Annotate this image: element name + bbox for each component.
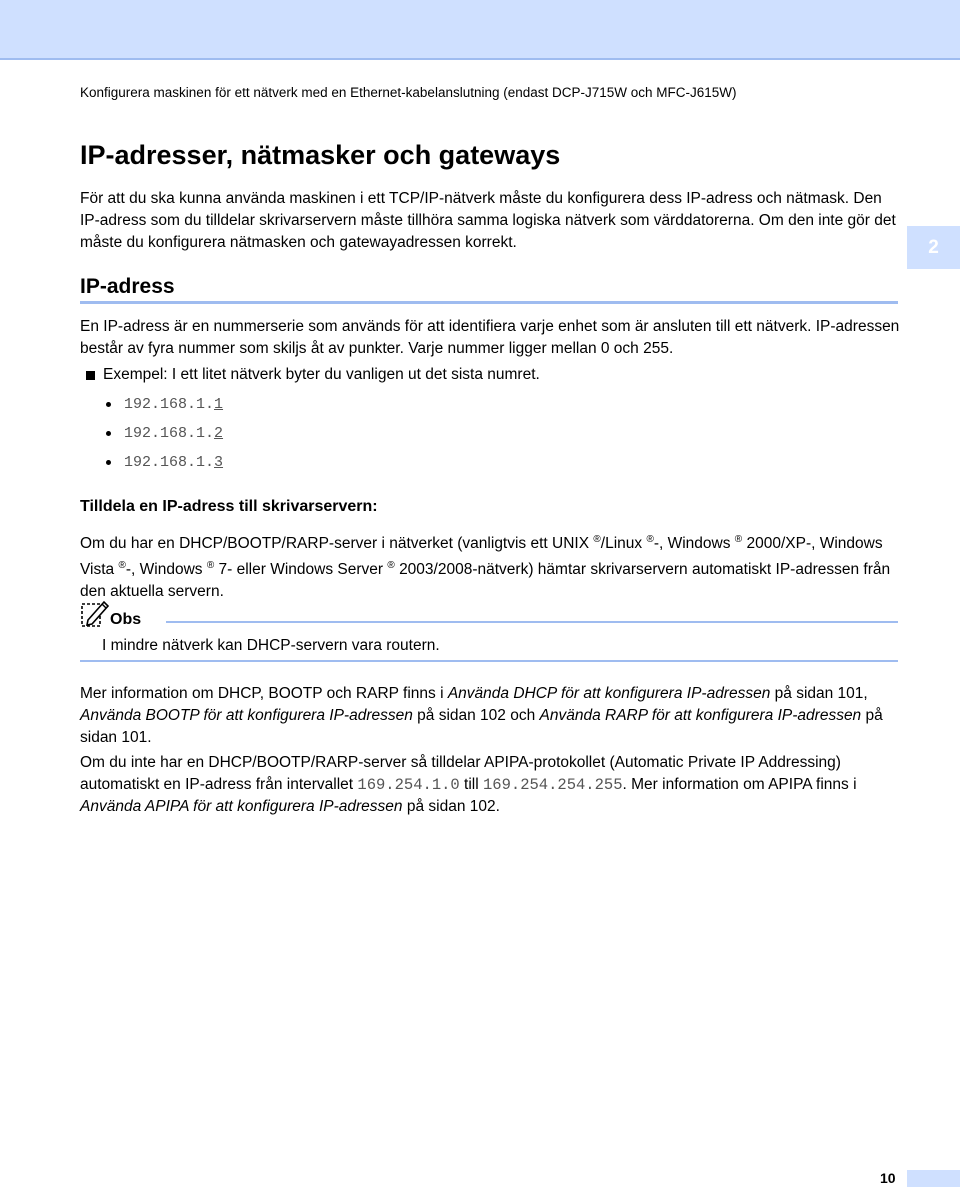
cross-reference: Använda BOOTP för att konfigurera IP-adressen — [80, 707, 413, 724]
ip-last-octet: 1 — [214, 396, 224, 413]
bullet-icon — [106, 431, 111, 436]
note-body: I mindre nätverk kan DHCP-servern vara routern. — [102, 637, 440, 654]
text-run: Mer information om DHCP, BOOTP och RARP finns i — [80, 685, 448, 702]
page-number: 10 — [880, 1170, 896, 1186]
ip-range-end: 169.254.254.255 — [482, 776, 623, 794]
note-pencil-icon — [80, 598, 110, 630]
registered-mark: ® — [118, 560, 126, 572]
note-title: Obs — [110, 611, 142, 628]
text-run: -, Windows — [653, 535, 731, 553]
square-bullet-icon — [86, 371, 95, 380]
ip-address-description: En IP-adress är en nummerserie som används för att identifiera varje enhet som är ansluten till ett nätverk. IP-adressen består av fyra nummer som skiljs åt av punkter. Varje nummer ligger mellan 0 och 255. — [80, 318, 900, 357]
text-run: 2000/XP-, Windows Vista — [80, 535, 883, 579]
text-run: 7- eller Windows Server — [218, 561, 384, 579]
bullet-icon — [106, 460, 111, 465]
ip-example-item — [106, 425, 223, 442]
page-title: IP-adresser, nätmasker och gateways — [80, 140, 561, 170]
text-run: Om du inte har en DHCP/BOOTP/RARP-server så tilldelar APIPA-protokollet (Automatic Private IP Addressing) automatiskt en IP-adress från intervallet — [80, 754, 841, 793]
ip-example-item — [106, 396, 223, 413]
top-color-band — [0, 0, 960, 60]
text-run: på sidan 102 och — [412, 707, 540, 724]
running-header: Konfigurera maskinen för ett nätverk med en Ethernet-kabelanslutning (endast DCP-J715W och MFC-J615W) — [80, 85, 737, 100]
note-divider-bottom — [80, 660, 898, 662]
cross-reference: Använda DHCP för att konfigurera IP-adressen — [447, 685, 771, 702]
text-run: till — [459, 776, 483, 793]
bullet-icon — [106, 402, 111, 407]
intro-paragraph: För att du ska kunna använda maskinen i ett TCP/IP-nätverk måste du konfigurera dess IP-adress och nätmask. Den IP-adress som du tilldelar skrivarservern måste tillhöra samma logiska nätverk som värddatorerna. Om den inte gör det måste du konfigurera nätmasken och gatewayadressen korrekt. — [80, 190, 896, 251]
cross-reference: Använda APIPA för att konfigurera IP-adressen — [80, 798, 403, 815]
section-heading-ip-address: IP-adress — [80, 275, 175, 298]
example-text: Exempel: I ett litet nätverk byter du vanligen ut det sista numret. — [103, 366, 540, 383]
apipa-paragraph — [80, 752, 900, 818]
ip-example-item — [106, 454, 223, 471]
ip-prefix: 192.168.1. — [124, 396, 215, 413]
text-run: . Mer information om APIPA finns i — [622, 776, 857, 793]
text-run: 2003/2008-nätverk) hämtar skrivarservern automatiskt IP-adressen från den aktuella servern. — [80, 561, 891, 601]
text-run: Om du har en DHCP/BOOTP/RARP-server i nätverket (vanligtvis ett UNIX — [80, 535, 590, 553]
ip-last-octet: 3 — [214, 454, 224, 471]
text-run: på sidan 101, — [770, 685, 868, 702]
section-divider — [80, 301, 898, 304]
registered-mark: ® — [646, 534, 654, 545]
registered-mark: ® — [593, 534, 601, 545]
more-info-paragraph — [80, 683, 900, 749]
dhcp-server-paragraph — [80, 529, 900, 603]
registered-mark: ® — [206, 560, 215, 572]
note-divider-top — [166, 621, 898, 623]
ip-prefix: 192.168.1. — [124, 425, 215, 442]
text-run: på sidan 101. — [80, 707, 883, 746]
text-run: -, Windows — [125, 561, 203, 579]
ip-last-octet: 2 — [214, 425, 224, 442]
text-run: på sidan 102. — [402, 798, 500, 815]
assign-ip-heading: Tilldela en IP-adress till skrivarservern: — [80, 498, 378, 515]
ip-range-start: 169.254.1.0 — [357, 776, 460, 794]
cross-reference: Använda RARP för att konfigurera IP-adressen — [539, 707, 862, 724]
text-run: /Linux — [600, 535, 643, 553]
ip-prefix: 192.168.1. — [124, 454, 215, 471]
footer-color-box — [907, 1170, 960, 1187]
example-item — [86, 366, 540, 384]
registered-mark: ® — [387, 560, 395, 572]
registered-mark: ® — [734, 534, 743, 545]
chapter-tab: 2 — [907, 226, 960, 269]
